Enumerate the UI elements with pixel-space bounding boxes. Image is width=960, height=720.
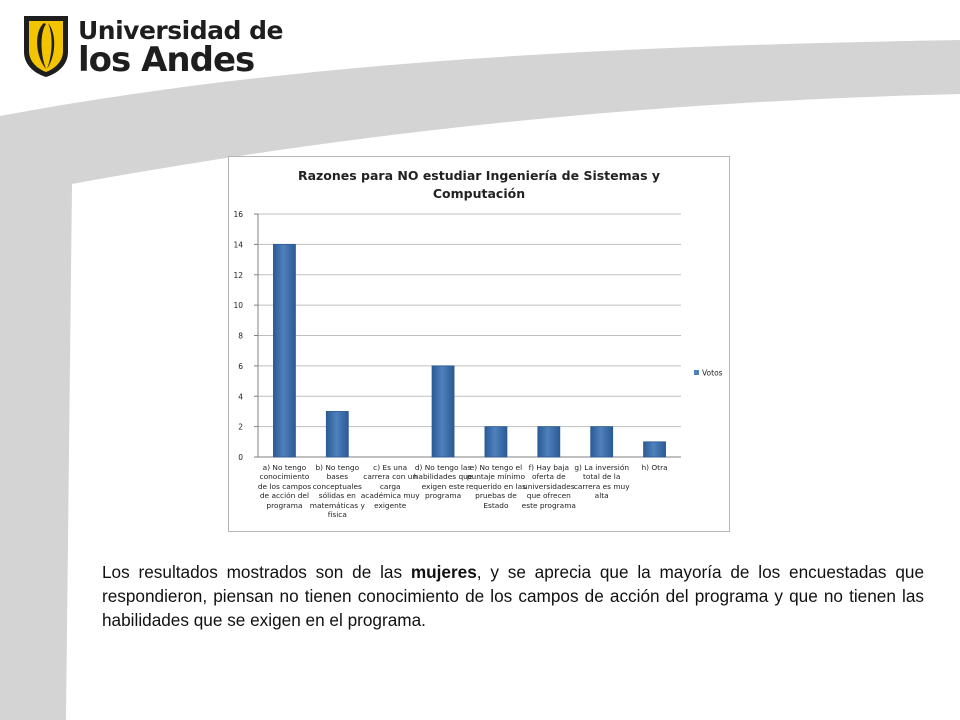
chart-legend: [694, 364, 723, 378]
y-tick-label: 4: [238, 392, 243, 402]
legend-swatch: [694, 370, 699, 375]
caption-before: Los resultados mostrados son de las: [102, 562, 411, 582]
bar: [485, 427, 507, 457]
y-tick-label: 6: [238, 361, 243, 371]
x-category-label: g) La inversión total de la carrera es muy alta: [573, 463, 630, 501]
bar: [432, 366, 454, 457]
x-category-label: e) No tengo el puntaje mínimo requerido en las pruebas de Estado: [465, 463, 526, 510]
legend-label: Votos: [702, 368, 723, 378]
y-tick-label: 0: [238, 453, 243, 462]
x-category-label: b) No tengo bases conceptuales sólidas en matemáticas y física: [309, 463, 365, 520]
y-tick-label: 10: [233, 301, 243, 311]
bar: [591, 427, 613, 457]
y-tick-label: 8: [238, 331, 243, 341]
y-tick-label: 12: [233, 270, 243, 280]
x-category-label: f) Hay baja oferta de universidades que ofrecen este programa: [521, 463, 576, 510]
x-category-label: a) No tengo conocimiento de los campos de acción del programa: [257, 463, 312, 510]
chart-title: Razones para NO estudiar Ingeniería de Sistemas y Computación: [297, 168, 661, 201]
caption-after: , y se aprecia que la mayoría de los encuestadas que respondieron, piensan no tienen conocimiento de los campos de acción del programa y que no tienen las habilidades que se exigen en el programa.: [102, 562, 925, 630]
x-category-label: h) Otra: [641, 463, 668, 472]
x-category-label: d) No tengo las habilidades que exigen este programa: [413, 463, 473, 501]
caption-text: [102, 560, 924, 632]
bar: [273, 244, 295, 457]
bar: [326, 411, 348, 457]
shield-icon: [20, 14, 72, 78]
university-logo: [20, 14, 283, 80]
y-tick-label: 2: [238, 422, 243, 432]
bar: [644, 442, 666, 457]
bar: [538, 427, 560, 457]
y-tick-label: 14: [233, 240, 243, 250]
chart-container: [228, 156, 730, 532]
y-tick-label: 16: [233, 210, 243, 219]
x-category-label: c) Es una carrera con un carga académica muy exigente: [360, 463, 420, 510]
logo-line-1: Universidad de: [78, 16, 283, 45]
caption-bold: mujeres: [410, 562, 477, 582]
logo-line-2: los Andes: [78, 40, 255, 80]
